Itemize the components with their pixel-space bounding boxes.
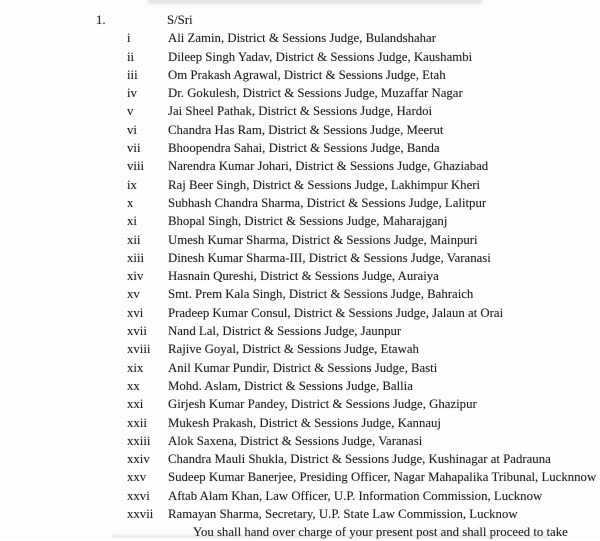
entry-text: Ramayan Sharma, Secretary, U.P. State Law Commission, Lucknow	[168, 507, 518, 522]
list-item	[0, 322, 600, 340]
list-item	[0, 395, 600, 413]
entry-text: Raj Beer Singh, District & Sessions Judge, Lakhimpur Kheri	[168, 177, 481, 192]
entry-text: Umesh Kumar Sharma, District & Sessions Judge, Mainpuri	[168, 232, 478, 247]
entry-text: Bhopal Singh, District & Sessions Judge, Maharajganj	[168, 214, 448, 229]
entry-text: Bhoopendra Sahai, District & Sessions Judge, Banda	[168, 141, 440, 156]
list-item	[0, 359, 600, 377]
list-item	[0, 84, 600, 102]
entry-text: Dinesh Kumar Sharma-III, District & Sessions Judge, Varanasi	[168, 250, 491, 265]
entry-text: Mukesh Prakash, District & Sessions Judge, Kannauj	[168, 415, 441, 430]
list-item	[0, 450, 600, 468]
roman-numeral: xxvi	[127, 488, 150, 503]
roman-numeral: ix	[127, 177, 137, 192]
roman-numeral: xi	[127, 214, 137, 229]
list-item	[0, 249, 600, 267]
entry-text: Subhash Chandra Sharma, District & Sessions Judge, Lalitpur	[168, 195, 487, 210]
list-item	[0, 48, 600, 66]
entry-text: Aftab Alam Khan, Law Officer, U.P. Information Commission, Lucknow	[168, 488, 543, 503]
item-number: 1.	[96, 13, 106, 27]
roman-numeral: xv	[127, 287, 140, 302]
list-item	[0, 377, 600, 395]
list-item	[0, 340, 600, 358]
list-item	[0, 157, 600, 175]
roman-numeral: xxiv	[127, 452, 150, 467]
list-item	[0, 487, 600, 505]
list-item	[0, 267, 600, 285]
entry-text: Mohd. Aslam, District & Sessions Judge, Ballia	[168, 378, 413, 393]
entry-text: Narendra Kumar Johari, District & Sessions Judge, Ghaziabad	[168, 159, 489, 174]
roman-numeral: xxii	[127, 415, 147, 430]
list-item	[0, 432, 600, 450]
roman-numeral: viii	[127, 159, 145, 174]
roman-numeral: vi	[127, 122, 137, 137]
entry-text: Ali Zamin, District & Sessions Judge, Bulandshahar	[168, 31, 436, 46]
cut-off-text-artifact-top	[148, 0, 482, 5]
roman-numeral: ii	[127, 49, 135, 64]
entry-text: Anil Kumar Pundir, District & Sessions Judge, Basti	[168, 360, 438, 375]
roman-numeral: xvi	[127, 305, 144, 320]
entry-text: Jai Sheel Pathak, District & Sessions Judge, Hardoi	[168, 104, 433, 119]
list-item	[0, 505, 600, 523]
roman-numeral: iii	[127, 67, 138, 82]
roman-numeral: xxvii	[127, 507, 154, 522]
entry-text: Rajive Goyal, District & Sessions Judge, Etawah	[168, 342, 419, 357]
roman-numeral: xxv	[127, 470, 147, 485]
entry-text: Smt. Prem Kala Singh, District & Sessions Judge, Bahraich	[168, 287, 474, 302]
roman-numeral: x	[127, 195, 134, 210]
roman-numeral: xvii	[127, 324, 147, 339]
roman-numeral: xx	[127, 378, 140, 393]
entry-text: Dileep Singh Yadav, District & Sessions Judge, Kaushambi	[168, 49, 473, 64]
list-item	[0, 121, 600, 139]
list-item	[0, 468, 600, 486]
list-item	[0, 102, 600, 120]
roman-numeral: xviii	[127, 342, 151, 357]
list-item	[0, 194, 600, 212]
roman-numeral: vii	[127, 141, 141, 156]
roman-numeral: xxiii	[127, 433, 151, 448]
roman-numeral: xiv	[127, 269, 144, 284]
entry-text: Pradeep Kumar Consul, District & Sessions Judge, Jalaun at Orai	[168, 305, 504, 320]
list-item	[0, 285, 600, 303]
list-item	[0, 139, 600, 157]
entry-text: Nand Lal, District & Sessions Judge, Jaunpur	[168, 324, 402, 339]
document-content	[0, 11, 600, 523]
list-item	[0, 212, 600, 230]
roman-numeral: v	[127, 104, 134, 119]
roman-numeral: iv	[127, 86, 137, 101]
list-item	[0, 176, 600, 194]
list-header	[0, 11, 600, 29]
roman-numeral: xxi	[127, 397, 144, 412]
entry-text: Chandra Mauli Shukla, District & Sessions Judge, Kushinagar at Padrauna	[168, 452, 551, 467]
group-heading: S/Sri	[167, 13, 193, 27]
judge-list	[0, 29, 600, 523]
list-item	[0, 231, 600, 249]
entry-text: Alok Saxena, District & Sessions Judge, Varanasi	[168, 433, 423, 448]
list-item	[0, 29, 600, 47]
entry-text: Sudeep Kumar Banerjee, Presiding Officer, Nagar Mahapalika Tribunal, Lucknnow	[168, 470, 597, 485]
entry-text: Hasnain Qureshi, District & Sessions Judge, Auraiya	[168, 269, 439, 284]
list-item	[0, 414, 600, 432]
roman-numeral: xix	[127, 360, 144, 375]
paragraph-line: You shall hand over charge of your present post and shall proceed to take	[193, 525, 568, 539]
list-item	[0, 304, 600, 322]
roman-numeral: xiii	[127, 250, 145, 265]
roman-numeral: xii	[127, 232, 141, 247]
entry-text: Girjesh Kumar Pandey, District & Sessions Judge, Ghazipur	[168, 397, 477, 412]
entry-text: Om Prakash Agrawal, District & Sessions Judge, Etah	[168, 67, 446, 82]
roman-numeral: i	[127, 31, 131, 46]
entry-text: Dr. Gokulesh, District & Sessions Judge, Muzaffar Nagar	[168, 86, 463, 101]
list-item	[0, 66, 600, 84]
entry-text: Chandra Has Ram, District & Sessions Judge, Meerut	[168, 122, 444, 137]
